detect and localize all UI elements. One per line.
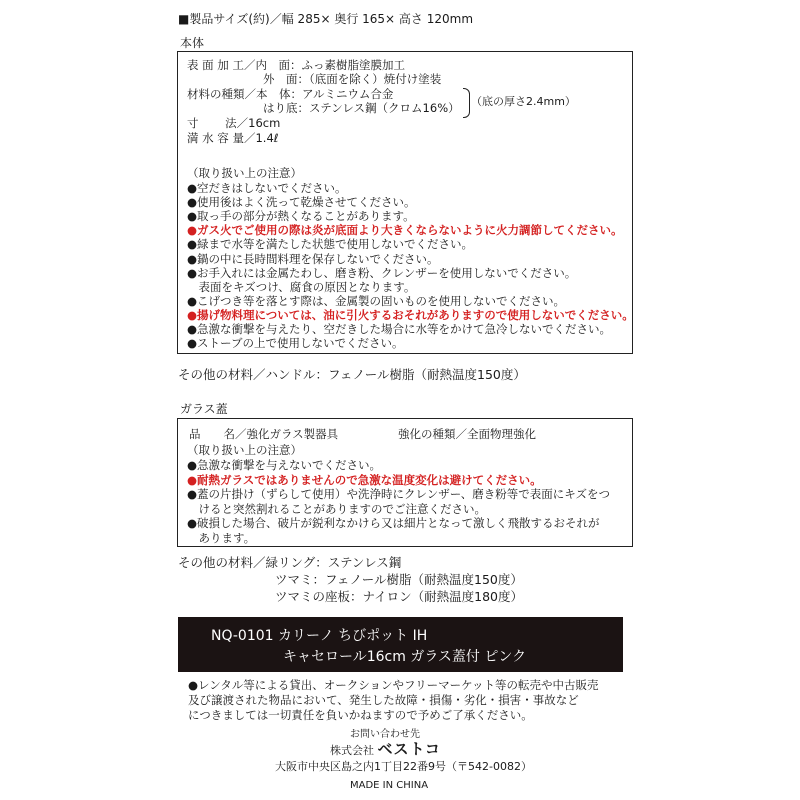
body-spec-box xyxy=(177,51,633,354)
caution-item: ●急激な衝撃を与えないでください。 xyxy=(187,458,382,472)
glass-strengthening: 強化の種類／全面物理強化 xyxy=(398,427,536,441)
caution-item: ●蓋の片掛け（ずらして使用）や洗浄時にクレンザー、磨き粉等で表面にキズをつ xyxy=(187,487,611,501)
caution-item: ●ガス火でご使用の際は炎が底面より大きくならないように火力調節してください。 xyxy=(187,223,623,238)
caution-item: ●緑まで水等を満たした状態で使用しないでください。 xyxy=(187,237,474,252)
disclaimer-line2: 及び譲渡された物品において、発生した故障・損傷・劣化・損害・事故など xyxy=(188,693,579,707)
caution-item: ●使用後はよく洗って乾燥させてください。 xyxy=(187,195,416,210)
glass-caution-heading: （取り扱い上の注意） xyxy=(187,443,302,457)
other-materials-line3: ツマミの座板：ナイロン（耐熱温度180度） xyxy=(275,589,523,604)
spec-material-bottom: はり底：ステンレス鋼（クロム16%） xyxy=(263,101,460,115)
brace xyxy=(463,88,470,118)
caution-item: ●空だきはしないでください。 xyxy=(187,181,347,195)
caution-item: ●破損した場合、破片が鋭利なかけら又は細片となって激しく飛散するおそれが xyxy=(187,516,600,530)
caution-item: ●ストーブの上で使用しないでください。 xyxy=(187,336,404,351)
body-heading: 本体 xyxy=(180,36,205,50)
caution-item: ●急激な衝撃を与えたり、空だきした場合に水等をかけて急冷しないでください。 xyxy=(187,322,612,336)
glass-product-name: 品 名／強化ガラス製器具 xyxy=(189,427,339,441)
other-materials-1: その他の材料／ハンドル：フェノール樹脂（耐熱温度150度） xyxy=(178,367,526,382)
spec-surface-inner: 表 面 加 工／内 面：ふっ素樹脂塗膜加工 xyxy=(187,58,405,72)
company-address: 大阪市中央区島之内1丁目22番9号（〒542-0082） xyxy=(275,760,532,773)
made-in: MADE IN CHINA xyxy=(350,780,429,791)
spec-capacity: 満 水 容 量／1.4ℓ xyxy=(187,131,279,145)
company-logo: ベストコ xyxy=(377,740,441,758)
caution-item: ●取っ手の部分が熱くなることがあります。 xyxy=(187,209,415,224)
caution-item: ●鍋の中に長時間料理を保存しないでください。 xyxy=(187,251,439,266)
caution-item: ●揚げ物料理については、油に引火するおそれがありますので使用しないでください。 xyxy=(187,307,634,322)
other-materials-line2: ツマミ：フェノール樹脂（耐熱温度150度） xyxy=(275,572,523,587)
product-name-banner xyxy=(178,617,623,672)
body-caution-heading: （取り扱い上の注意） xyxy=(187,166,302,180)
caution-item: ●こげつき等を落とす際は、金属製の固いものを使用しないでください。 xyxy=(187,293,566,308)
caution-item: 表面をキズつけ、腐食の原因となります。 xyxy=(187,279,416,294)
banner-line1: NQ-0101 カリーノ ちびポット IH xyxy=(211,628,428,644)
caution-item: ●耐熱ガラスではありませんので急激な温度変化は避けてください。 xyxy=(187,472,542,487)
spec-material-body: 材料の種類／本 体：アルミニウム合金 xyxy=(187,87,394,101)
disclaimer-line1: ●レンタル等による貸出、オークションやフリーマーケット等の転売や中古販売 xyxy=(188,678,599,692)
glass-spec-box xyxy=(177,418,633,547)
contact-heading: お問い合わせ先 xyxy=(350,729,420,740)
caution-item: ●お手入れには金属たわし、磨き粉、クレンザーを使用しないでください。 xyxy=(187,265,577,280)
spec-bottom-thickness: （底の厚さ2.4mm） xyxy=(471,95,576,108)
other-materials-line1: その他の材料／緑リング：ステンレス鋼 xyxy=(178,555,402,570)
size-line: ■製品サイズ(約)／幅 285× 奥行 165× 高さ 120mm xyxy=(178,12,474,26)
company-name xyxy=(330,742,441,758)
company-prefix: 株式会社 xyxy=(330,744,374,757)
caution-item: けると突然割れることがありますのでご注意ください。 xyxy=(187,501,486,516)
caution-item: あります。 xyxy=(187,530,256,545)
banner-line2: キャセロール16cm ガラス蓋付 ピンク xyxy=(283,649,527,665)
disclaimer-line3: につきましては一切責任を負いかねますので予めご了承ください。 xyxy=(188,708,533,722)
spec-surface-outer: 外 面：（底面を除く）焼付け塗装 xyxy=(263,72,442,86)
glass-heading: ガラス蓋 xyxy=(180,402,228,416)
spec-dimension: 寸 法／16cm xyxy=(187,116,281,130)
